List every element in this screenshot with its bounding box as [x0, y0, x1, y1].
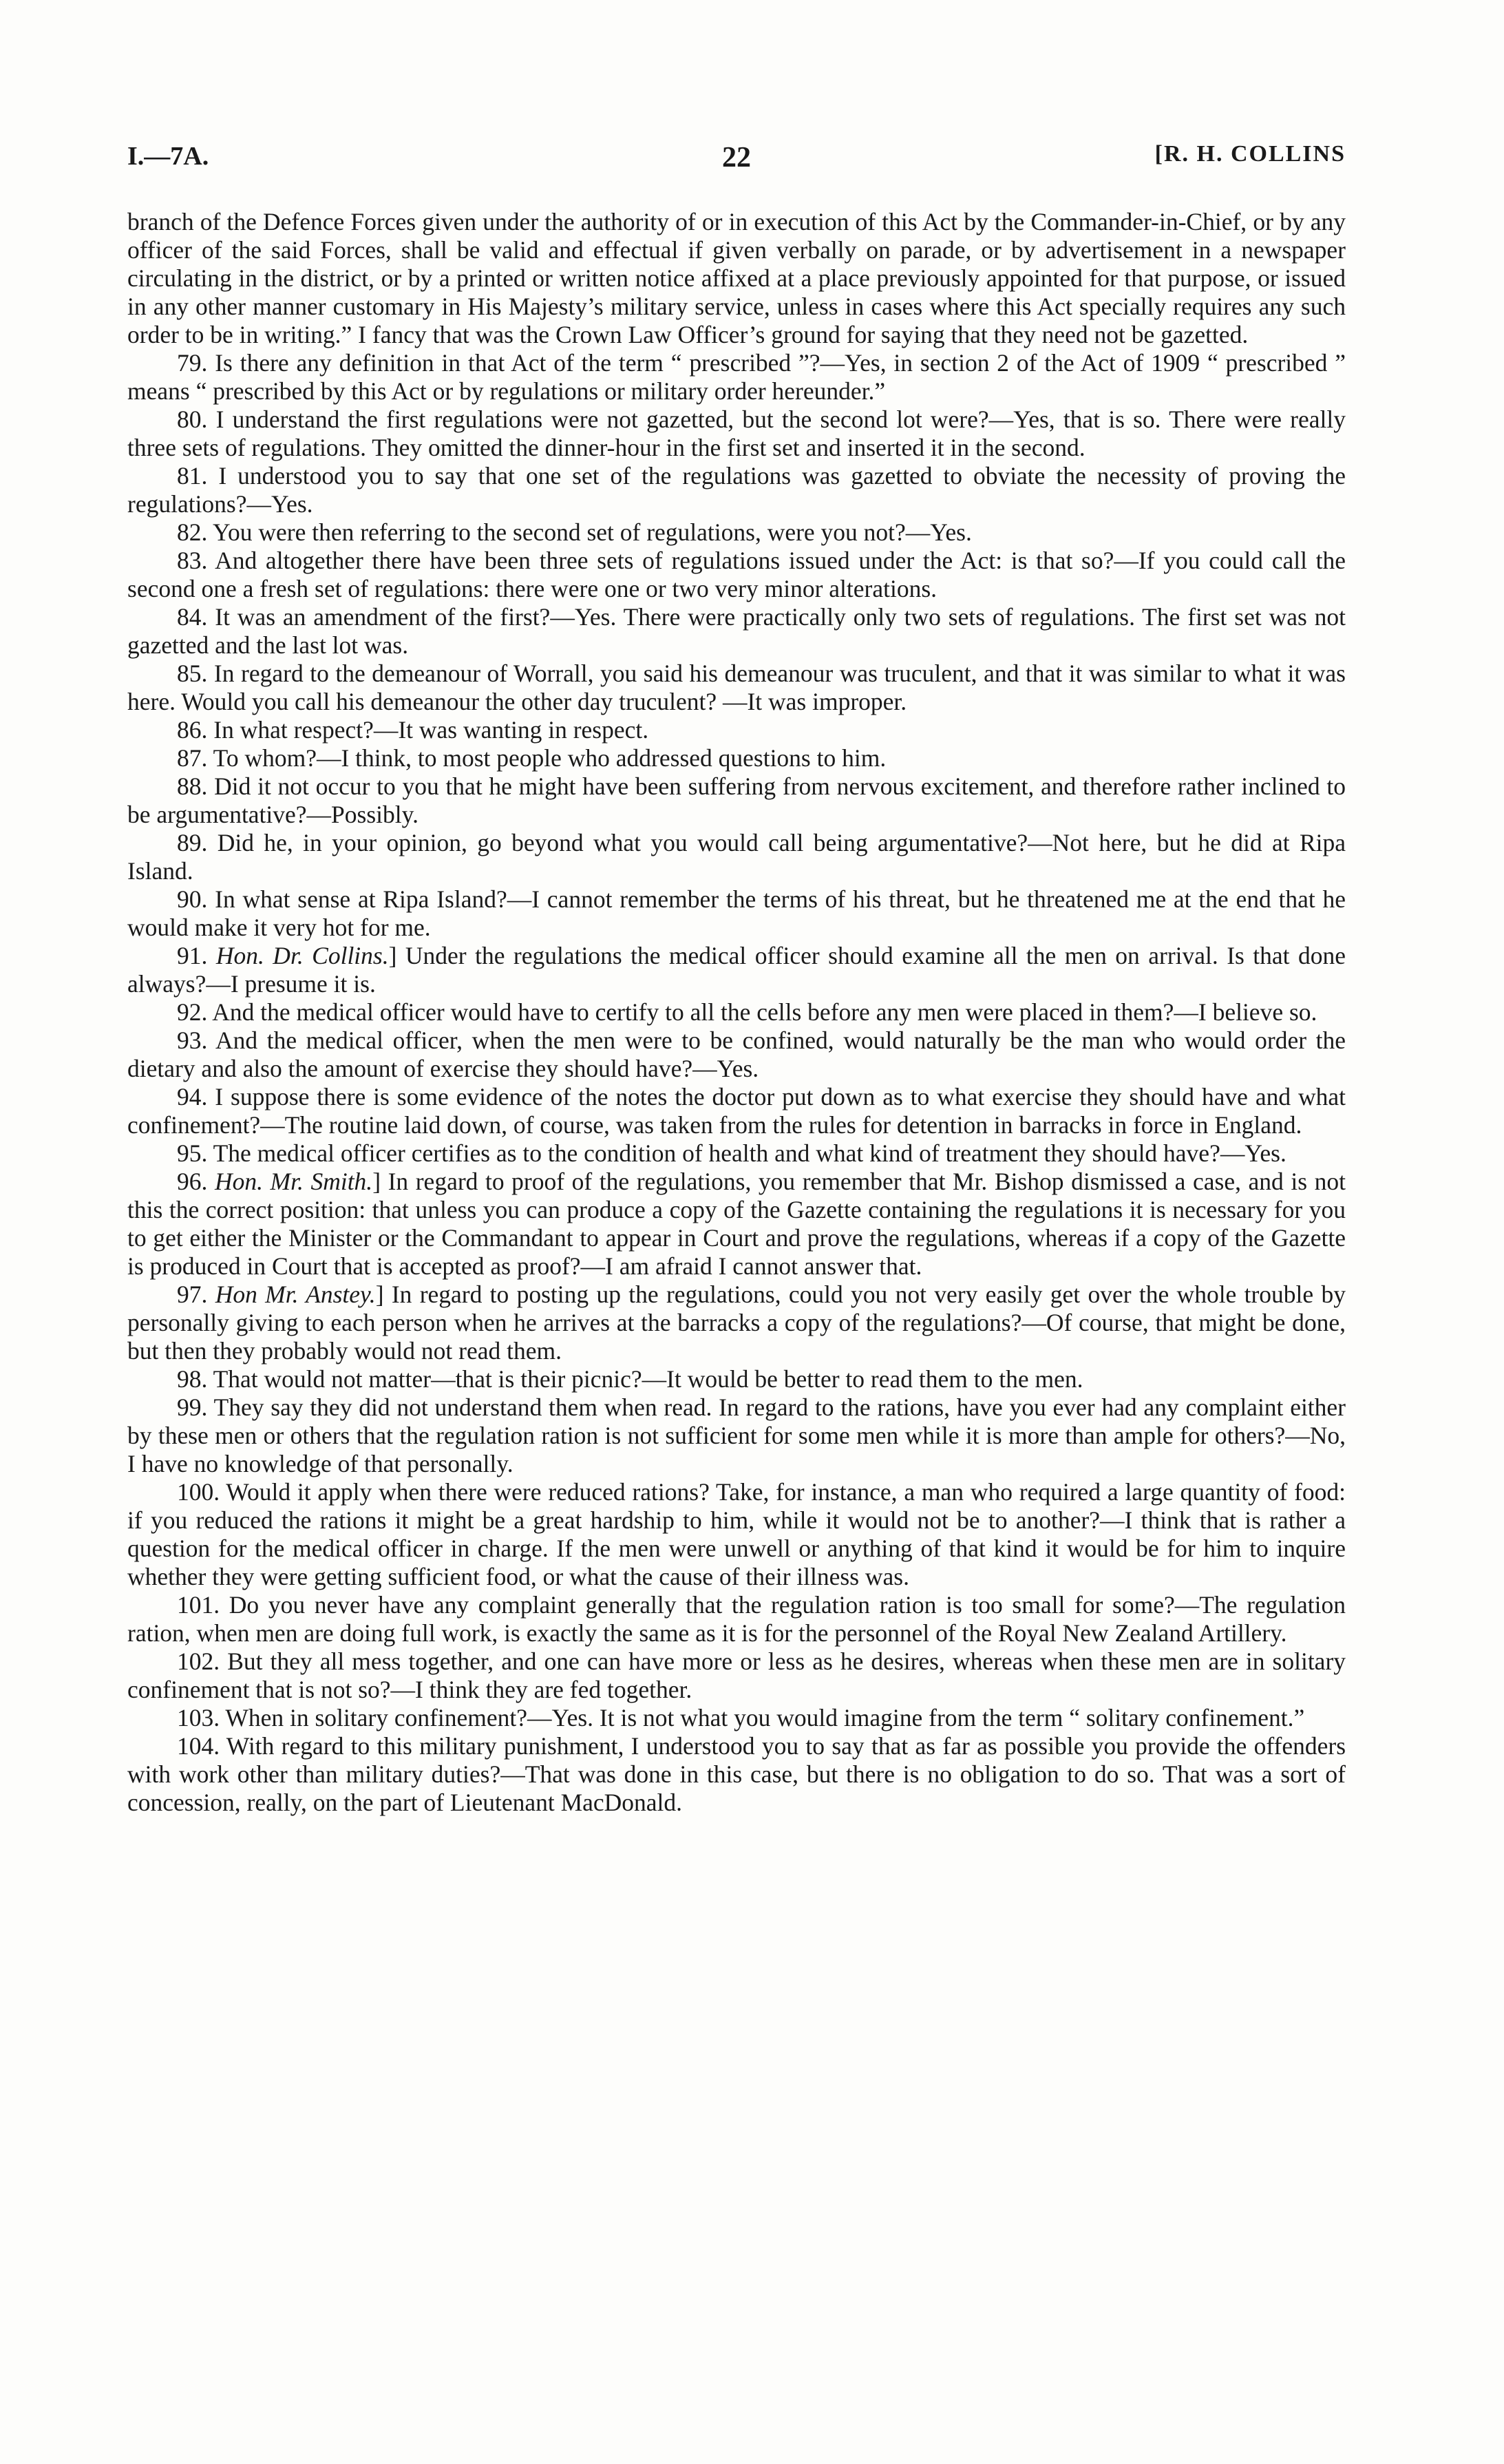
- opening-paragraph: branch of the Defence Forces given under the authority of or in execution of this Act by the Commander-in-Chief, or by any officer of the said Forces, shall be valid and effectual if given verbally on parade, or by advertisement in a newspaper circulating in the district, or by a printed or written notice affixed at a place previously appointed for that purpose, or issued in any other manner customary in His Majesty’s military service, unless in cases where this Act specially requires any such order to be in writing.” I fancy that was the Crown Law Officer’s ground for saying that they need not be gazetted.: [127, 208, 1346, 348]
- question-text: Is there any definition in that Act of the term “ prescribed ”?—Yes, in section 2 of the Act of 1909 “ prescribed ” means “ prescribed by this Act or by regulations or military order hereunder.”: [127, 349, 1346, 405]
- question-number: 103.: [177, 1704, 220, 1731]
- question-text: And the medical officer would have to certify to all the cells before any men were placed in them?—I believe so.: [212, 998, 1317, 1026]
- document-reference: I.—7A.: [127, 142, 209, 171]
- question-paragraph: [127, 1704, 1346, 1732]
- question-paragraph: [127, 744, 1346, 772]
- question-paragraph: [127, 603, 1346, 660]
- question-number: 97.: [177, 1281, 208, 1308]
- question-number: 101.: [177, 1591, 220, 1619]
- question-number: 79.: [177, 349, 208, 377]
- question-text: To whom?—I think, to most people who addressed questions to him.: [213, 744, 887, 772]
- question-number: 82.: [177, 518, 208, 546]
- question-paragraph: 96. Hon. Mr. Smith.] In regard to proof of the regulations, you remember that Mr. Bishop dismissed a case, and is not this the correct position: that unless you can produce a copy of the Gazette containing the regulations it is necessary for you to get either the Minister or the Commandant to appear in Court and prove the regulations, whereas if a copy of the Gazette is produced in Court that is accepted as proof?—I am afraid I cannot answer that.: [127, 1168, 1346, 1280]
- question-text: It was an amendment of the first?—Yes. There were practically only two sets of regulations. The first set was not gazetted and the last lot was.: [127, 603, 1346, 659]
- speaker-name: Hon. Mr. Smith.: [214, 1168, 373, 1195]
- speaker-name: Hon. Dr. Collins.: [215, 942, 389, 969]
- question-paragraph: [127, 518, 1346, 547]
- question-paragraph: [127, 1647, 1346, 1704]
- question-text: But they all mess together, and one can have more or less as he desires, whereas when these men are in solitary confinement that is not so?—I think they are fed together.: [127, 1647, 1346, 1703]
- question-text: I understood you to say that one set of the regulations was gazetted to obviate the necessity of proving the regulations?—Yes.: [127, 462, 1346, 518]
- page-header: [127, 141, 1346, 182]
- question-number: 92.: [177, 998, 208, 1026]
- speaker-name: Hon Mr. Anstey.: [215, 1281, 376, 1308]
- question-number: 100.: [177, 1478, 220, 1506]
- question-paragraph: [127, 1083, 1346, 1139]
- question-number: 93.: [177, 1026, 208, 1054]
- question-text: The medical officer certifies as to the condition of health and what kind of treatment they should have?—Yes.: [213, 1139, 1286, 1167]
- question-paragraph: [127, 1732, 1346, 1817]
- question-list: [127, 349, 1346, 1817]
- question-paragraph: [127, 406, 1346, 462]
- question-number: 91.: [177, 942, 208, 969]
- document-body: [127, 208, 1346, 1817]
- question-paragraph: [127, 462, 1346, 518]
- question-number: 88.: [177, 772, 208, 800]
- question-paragraph: [127, 1478, 1346, 1591]
- question-number: 84.: [177, 603, 208, 631]
- question-text: I understand the first regulations were not gazetted, but the second lot were?—Yes, that is so. There were really three sets of regulations. They omitted the dinner-hour in the first set and inserted it in the second.: [127, 406, 1346, 461]
- question-number: 89.: [177, 829, 208, 856]
- question-number: 80.: [177, 406, 208, 433]
- question-number: 102.: [177, 1647, 220, 1675]
- question-text: When in solitary confinement?—Yes. It is not what you would imagine from the term “ solitary confinement.”: [225, 1704, 1305, 1731]
- question-number: 104.: [177, 1732, 220, 1760]
- question-paragraph: [127, 998, 1346, 1026]
- question-paragraph: [127, 1365, 1346, 1393]
- question-text: Under the regulations the medical officer should examine all the men on arrival. Is that done always?—I presume it is.: [127, 942, 1346, 998]
- question-number: 83.: [177, 547, 208, 574]
- question-text: Do you never have any complaint generally that the regulation ration is too small for some?—The regulation ration, when men are doing full work, is exactly the same as it is for the personnel of the Royal New Zealand Artillery.: [127, 1591, 1346, 1647]
- question-number: 85.: [177, 660, 208, 687]
- page-number: 22: [722, 142, 751, 173]
- question-paragraph: [127, 885, 1346, 942]
- question-text: Would it apply when there were reduced rations? Take, for instance, a man who required a large quantity of food: if you reduced the rations it might be a great hardship to him, while it would not be to another?—I think that is rather a question for the medical officer in charge. If the men were unwell or anything of that kind it would be for him to inquire whether they were getting sufficient food, or what the cause of their illness was.: [127, 1478, 1346, 1590]
- question-text: You were then referring to the second set of regulations, were you not?—Yes.: [212, 518, 972, 546]
- question-number: 81.: [177, 462, 208, 489]
- question-text: Did he, in your opinion, go beyond what you would call being argumentative?—Not here, but he did at Ripa Island.: [127, 829, 1346, 885]
- question-text: In what sense at Ripa Island?—I cannot remember the terms of his threat, but he threatened me at the end that he would make it very hot for me.: [127, 885, 1346, 941]
- question-paragraph: [127, 1026, 1346, 1083]
- question-number: 95.: [177, 1139, 208, 1167]
- question-text: They say they did not understand them when read. In regard to the rations, have you ever had any complaint either by these men or others that the regulation ration is not sufficient for some men while it is more than ample for others?—No, I have no knowledge of that personally.: [127, 1393, 1346, 1477]
- question-text: That would not matter—that is their picnic?—It would be better to read them to the men.: [213, 1365, 1083, 1393]
- question-paragraph: [127, 660, 1346, 716]
- question-text: And altogether there have been three sets of regulations issued under the Act: is that so?—If you could call the second one a fresh set of regulations: there were one or two very minor alterations.: [127, 547, 1346, 602]
- question-paragraph: 97. Hon Mr. Anstey.] In regard to posting up the regulations, could you not very easily get over the whole trouble by personally giving to each person when he arrives at the barracks a copy of the regulations?—Of course, that might be done, but then they probably would not read them.: [127, 1281, 1346, 1365]
- question-number: 94.: [177, 1083, 208, 1110]
- question-number: 98.: [177, 1365, 208, 1393]
- question-number: 87.: [177, 744, 208, 772]
- question-paragraph: [127, 716, 1346, 744]
- question-text: With regard to this military punishment, I understood you to say that as far as possible you provide the offenders with work other than military duties?—That was done in this case, but there is no obligation to do so. That was a sort of concession, really, on the part of Lieutenant MacDonald.: [127, 1732, 1346, 1816]
- question-paragraph: [127, 1591, 1346, 1647]
- question-paragraph: 91. Hon. Dr. Collins.] Under the regulations the medical officer should examine all the men on arrival. Is that done always?—I presume it is.: [127, 942, 1346, 998]
- question-text: In what respect?—It was wanting in respect.: [213, 716, 649, 744]
- question-text: Did it not occur to you that he might have been suffering from nervous excitement, and therefore rather inclined to be argumentative?—Possibly.: [127, 772, 1346, 828]
- question-paragraph: [127, 1139, 1346, 1168]
- question-paragraph: [127, 829, 1346, 885]
- question-text: In regard to proof of the regulations, you remember that Mr. Bishop dismissed a case, and is not this the correct position: that unless you can produce a copy of the Gazette containing the regulations it is necessary for you to get either the Minister or the Commandant to appear in Court and prove the regulations, whereas if a copy of the Gazette is produced in Court that is accepted as proof?—I am afraid I cannot answer that.: [127, 1168, 1346, 1280]
- witness-name: [R. H. COLLINS: [1154, 141, 1346, 167]
- question-number: 86.: [177, 716, 208, 744]
- question-text: And the medical officer, when the men were to be confined, would naturally be the man who would order the dietary and also the amount of exercise they should have?—Yes.: [127, 1026, 1346, 1082]
- question-number: 90.: [177, 885, 208, 913]
- question-text: In regard to the demeanour of Worrall, you said his demeanour was truculent, and that it was similar to what it was here. Would you call his demeanour the other day truculent? —It was improper.: [127, 660, 1346, 715]
- question-number: 96.: [177, 1168, 208, 1195]
- question-paragraph: [127, 772, 1346, 829]
- question-text: In regard to posting up the regulations, could you not very easily get over the whole trouble by personally giving to each person when he arrives at the barracks a copy of the regulations?—Of course, that might be done, but then they probably would not read them.: [127, 1281, 1346, 1365]
- question-text: I suppose there is some evidence of the notes the doctor put down as to what exercise they should have and what confinement?—The routine laid down, of course, was taken from the rules for detention in barracks in force in England.: [127, 1083, 1346, 1139]
- question-number: 99.: [177, 1393, 208, 1421]
- question-paragraph: [127, 349, 1346, 406]
- question-paragraph: [127, 1393, 1346, 1478]
- question-paragraph: [127, 547, 1346, 603]
